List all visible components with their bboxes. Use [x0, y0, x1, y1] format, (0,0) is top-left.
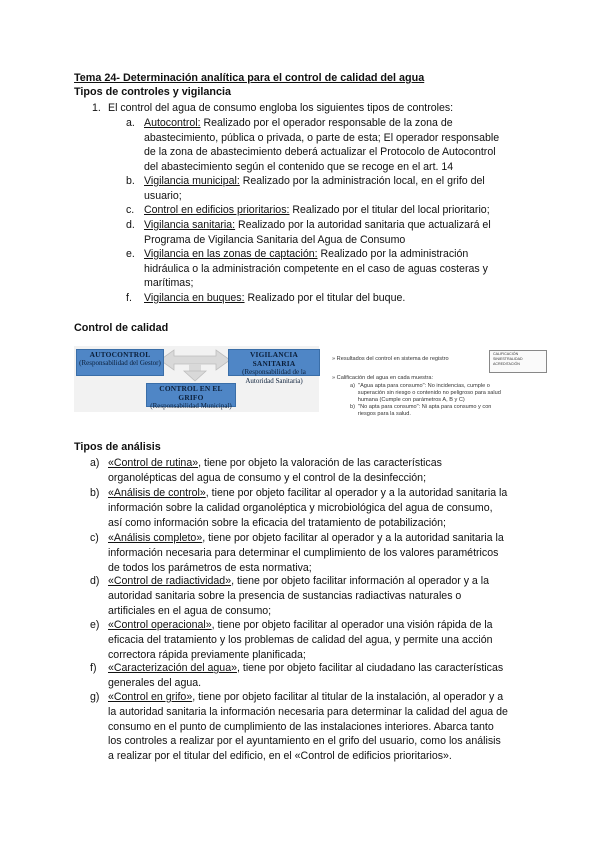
analysis-text: información necesaria para determinar el cumplimiento de los valores paramétricos [108, 546, 499, 559]
control-type-term: Control en edificios prioritarios: [144, 204, 290, 216]
analysis-text: autoridad sanitaria sobre la presencia de sustancias radiactivas naturales o [108, 589, 462, 602]
sublist-letter: b. [126, 175, 135, 187]
analysis-text: artificiales en el agua de consumo; [108, 604, 272, 617]
autocontrol-title: AUTOCONTROL [89, 350, 151, 359]
sublist-line [144, 160, 453, 174]
sublist-letter: a. [126, 117, 135, 129]
sublist-text: Realizado por el operador responsable de la zona de [200, 117, 453, 129]
apta-item: a) "Agua apta para consumo": No incidencias, cumple o superación sin riesgo o contenido no peligroso para salud humana (Cumple con parámetros A, B y C) [350, 383, 501, 403]
sublist-text: Realizado por la administración [317, 248, 469, 260]
analysis-line [108, 561, 312, 575]
no-apta-item: b) "No apta para consumo": Ni apta para consumo y con riesgos para la salud. [350, 404, 492, 417]
sublist-letter: e. [126, 248, 135, 260]
autocontrol-subtitle: (Responsabilidad del Gestor) [79, 359, 161, 367]
analysis-letter: a) [90, 457, 100, 469]
analysis-line [108, 604, 271, 618]
control-type-term: Vigilancia en las zonas de captación: [144, 248, 318, 260]
sublist-letter: c. [126, 204, 135, 216]
analysis-text: , tiene por objeto facilitar al ciudadano las características [236, 662, 504, 674]
list-item-text: El control del agua de consumo engloba los siguientes tipos de controles: [108, 102, 454, 114]
sublist-line [144, 233, 405, 247]
analysis-type-term: «Control de rutina» [108, 457, 199, 469]
analysis-letter: d) [90, 575, 100, 587]
vigilancia-title: VIGILANCIA SANITARIA [250, 350, 298, 368]
analysis-line [108, 486, 507, 500]
analysis-line [108, 546, 498, 560]
analysis-text: , tiene por objeto facilitar al titular de la instalación, al operador y a [192, 691, 504, 703]
analysis-text: generales del agua. [108, 676, 202, 689]
analysis-line [108, 705, 508, 719]
sublist-text: Programa de Vigilancia Sanitaria del Agua de Consumo [144, 233, 406, 246]
control-type-term: Vigilancia en buques: [144, 292, 245, 304]
analysis-text: , tiene por objeto facilitar al operador y a la autoridad sanitaria la [202, 532, 504, 544]
calificacion-bullet: » Calificación del agua en cada muestra: [332, 375, 434, 381]
page-title: Tema 24- Determinación analítica para el control de calidad del agua [74, 72, 425, 84]
analysis-line [108, 574, 489, 588]
analysis-text: a realizar por el titular del edificio, en el «Control de edificios prioritarios». [108, 750, 452, 763]
analysis-type-term: «Análisis de control» [108, 487, 206, 499]
analysis-text: los controles a realizar por el ayuntamiento en el grifo del usuario, como los análisis [108, 735, 501, 748]
sublist-text: hidráulica o la administración competente en el caso de aguas costeras y [144, 262, 488, 275]
analysis-line [108, 531, 504, 545]
analysis-line [108, 648, 306, 662]
analysis-text: de todos los parámetros de esta normativa; [108, 561, 312, 574]
sublist-letter: f. [126, 292, 132, 304]
mini-table-image [489, 350, 547, 373]
analysis-text: la autoridad sanitaria la información necesaria para determinar la calidad del agua de [108, 705, 508, 718]
sublist-text: marítimas; [144, 277, 194, 290]
analysis-line [108, 720, 494, 734]
section-heading-controles: Tipos de controles y vigilancia [74, 86, 232, 98]
sublist-line [144, 174, 485, 188]
sublist-line [144, 131, 499, 145]
list-number: 1. [92, 102, 101, 114]
analysis-text: información sobre la calidad organoléptica y microbiológica del agua de consumo, [108, 501, 493, 514]
sublist-line [144, 247, 468, 261]
sublist-text: del abastecimiento según el contenido que se recoge en el art. 14 [144, 160, 454, 173]
sublist-text: Realizado por la autoridad sanitaria que actualizará el [235, 219, 491, 231]
sublist-text: de la zona de abastecimiento deberá actualizar el Protocolo de Autocontrol [144, 146, 496, 159]
analysis-text: correctora rápida previamente planificada; [108, 648, 306, 661]
sublist-line [144, 276, 193, 290]
control-grifo-box [146, 383, 236, 410]
analysis-text: , tiene por objeto facilitar al operador una visión rápida de la [211, 619, 493, 631]
sublist-line [144, 291, 405, 305]
vigilancia-sanitaria-box [228, 349, 320, 385]
analysis-type-term: «Control de radiactividad» [108, 575, 232, 587]
sublist-line [144, 189, 182, 203]
analysis-line [108, 471, 426, 485]
mini-table-text: CALIFICACIÓN SINIESTRALIDAD ACREDITACIÓN [493, 352, 523, 366]
analysis-text: consumo en el punto de cumplimiento de las instalaciones interiores. Abarca tanto [108, 720, 494, 733]
analysis-line [108, 633, 493, 647]
sublist-text: abastecimiento, pública o privada, o parte de esta; El operador responsable [144, 131, 500, 144]
analysis-type-term: «Control operacional» [108, 619, 212, 631]
vigilancia-subtitle: (Responsabilidad de la Autoridad Sanitaria) [242, 368, 306, 385]
analysis-line [108, 690, 503, 704]
control-type-term: Vigilancia municipal: [144, 175, 240, 187]
analysis-letter: g) [90, 691, 100, 703]
analysis-line [108, 516, 446, 530]
analysis-line [108, 749, 452, 763]
registro-bullet: » Resultados del control en sistema de registro [332, 356, 449, 362]
analysis-text: eficacia del tratamiento y los problemas de calidad del agua, y permite una acción [108, 633, 493, 646]
analysis-type-term: «Análisis completo» [108, 532, 203, 544]
analysis-letter: f) [90, 662, 97, 674]
sublist-letter: d. [126, 219, 135, 231]
section-heading-analisis: Tipos de análisis [74, 441, 161, 453]
analysis-letter: e) [90, 619, 100, 631]
analysis-line [108, 676, 201, 690]
control-type-term: Vigilancia sanitaria: [144, 219, 236, 231]
sublist-text: usuario; [144, 189, 182, 202]
analysis-text: , tiene por objeto facilitar al operador y a la autoridad sanitaria la [205, 487, 508, 499]
sublist-line [144, 203, 490, 217]
analysis-type-term: «Control en grifo» [108, 691, 193, 703]
control-type-term: Autocontrol: [144, 117, 201, 129]
analysis-line [108, 501, 493, 515]
analysis-line [108, 618, 493, 632]
analysis-line [108, 734, 501, 748]
analysis-line [108, 456, 442, 470]
section-heading-calidad: Control de calidad [74, 322, 169, 334]
analysis-text: así como información sobre la eficacia del tratamiento de potabilización; [108, 516, 447, 529]
analysis-letter: c) [90, 532, 99, 544]
sublist-text: Realizado por la administración local, en el grifo del [239, 175, 485, 187]
analysis-line [108, 661, 503, 675]
grifo-subtitle: (Responsabilidad Municipal) [150, 402, 232, 410]
grifo-title: CONTROL EN EL GRIFO [159, 384, 223, 402]
analysis-line [108, 589, 461, 603]
analysis-letter: b) [90, 487, 100, 499]
sublist-line [144, 116, 453, 130]
sublist-text: Realizado por el titular del buque. [244, 292, 406, 304]
autocontrol-box [76, 349, 164, 376]
analysis-text: organolépticas del agua de consumo y el control de la desinfección; [108, 471, 427, 484]
sublist-line [144, 218, 491, 232]
double-arrow-icon [160, 348, 230, 382]
sublist-text: Realizado por el titular del local prioritario; [289, 204, 490, 216]
sublist-line [144, 145, 496, 159]
sublist-line [144, 262, 488, 276]
analysis-text: , tiene por objeto la valoración de las características [198, 457, 442, 469]
analysis-type-term: «Caracterización del agua» [108, 662, 237, 674]
analysis-text: , tiene por objeto facilitar información al operador y a la [231, 575, 490, 587]
